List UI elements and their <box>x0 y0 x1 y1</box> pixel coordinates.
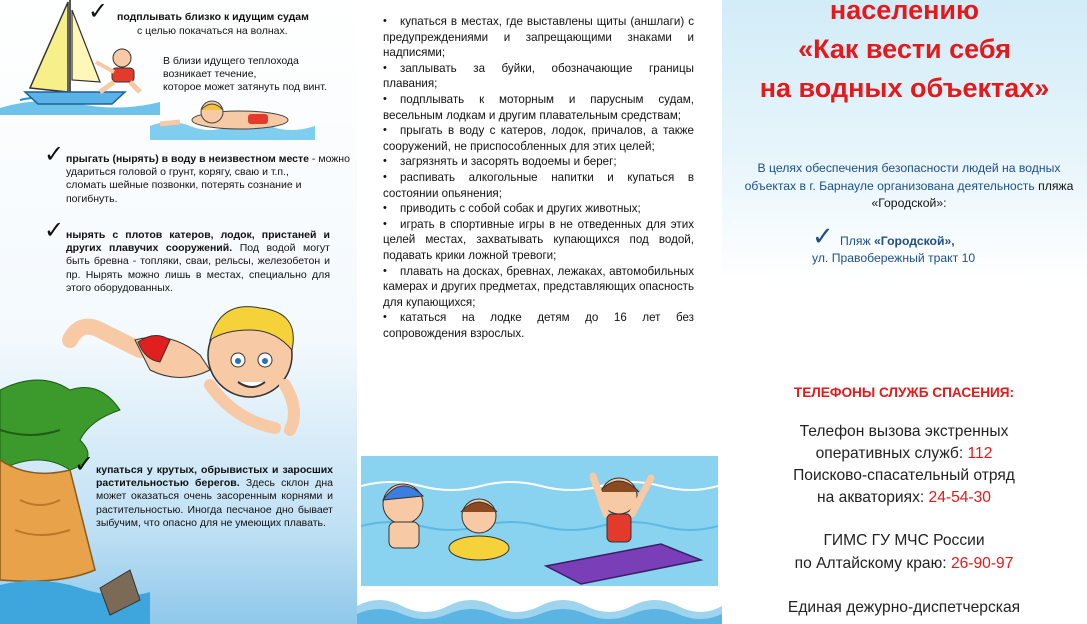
checkmark-icon: ✓ <box>812 221 834 251</box>
list-item: • прыгать в воду с катеров, лодок, причалов, а также сооружений, не приспособленных для этих целей; <box>383 123 694 154</box>
rule4-head: купаться у крутых, обрывистых и заросших растительностью берегов. <box>96 464 333 490</box>
phone-number: 24-54-30 <box>928 489 991 506</box>
rule2-line: - можно удариться головой о грунт, корягу, сваю и т.п., <box>66 153 350 179</box>
rule1-note <box>163 55 353 95</box>
phone-line: Телефон вызова экстренных <box>799 423 1009 440</box>
phones-heading: ТЕЛЕФОНЫ СЛУЖБ СПАСЕНИЯ: <box>793 385 1015 400</box>
phone-number: 112 <box>967 445 993 462</box>
page-title-line: «Как вести себя <box>798 34 1011 64</box>
rule2-line: погибнуть. <box>66 192 118 205</box>
list-item: • кататься на лодке детям до 16 лет без сопровождения взрослых. <box>383 310 694 341</box>
list-item: • купаться в местах, где выставлены щиты (аншлаги) с предупреждениями и запрещающими знаками и надписями; <box>383 14 694 61</box>
list-item: • распивать алкогольные напитки и купаться в состоянии опьянения; <box>383 170 694 201</box>
page-title-line: населению <box>829 0 980 25</box>
list-item: • подплывать к моторным и парусным судам, весельным лодкам и другим плавательным средствам; <box>383 92 694 123</box>
phone-line-text: на акваториях: <box>817 489 929 506</box>
phone-line <box>722 487 1087 509</box>
phone-line <box>722 553 1087 575</box>
right-panel <box>722 0 1087 624</box>
prohibited-rules-list <box>383 14 694 341</box>
rule3-text <box>66 229 330 295</box>
beach-info <box>812 221 1062 267</box>
rule4-body: Здесь склон дна может оказаться очень засоренным корнями и растительностью. Иногда песчаное дно бывает зыбучим, что опасно для не умеющих плавать. <box>96 477 333 529</box>
rule3-head: нырять с плотов катеров, лодок, пристаней и других плавучих сооружений. <box>66 229 330 255</box>
intro-paragraph <box>744 160 1074 213</box>
list-item: • приводить с собой собак и других животных; <box>383 201 694 217</box>
list-item: • плавать на досках, бревнах, лежаках, автомобильных камерах и других предметах, представляющих опасность для купающихся; <box>383 264 694 311</box>
left-panel <box>0 0 357 624</box>
rule2-line: сломать шейные позвонки, потерять сознание и <box>66 179 302 192</box>
rule1-note-line: которое может затянуть под винт. <box>163 81 327 94</box>
beach-address: ул. Правобережный тракт 10 <box>812 251 976 265</box>
phone-line: ГИМС ГУ МЧС России <box>823 532 985 549</box>
waves-decoration <box>357 586 722 624</box>
rule1-note-line: возникает течение, <box>163 68 257 81</box>
phone-number: 26-90-97 <box>950 555 1014 572</box>
rule4-text <box>96 464 333 530</box>
list-item: • загрязнять и засорять водоемы и берег; <box>383 154 694 170</box>
beach-label: Пляж <box>840 234 875 248</box>
checkmark-icon: ✓ <box>44 141 65 168</box>
phone-line: Поисково-спасательный отряд <box>793 467 1015 484</box>
rule2-head: прыгать (нырять) в воду в неизвестном месте <box>66 153 310 165</box>
checkmark-icon: ✓ <box>88 0 109 25</box>
list-item: • играть в спортивные игры в не отведенных для этих целей местах, захватывать купающихся под водой, подавать крики ложной тревоги; <box>383 217 694 264</box>
swimmer-illustration <box>150 98 315 140</box>
intro-place: пляжа «Городской»: <box>871 178 1074 210</box>
phone-line <box>722 443 1087 465</box>
phone-line: Единая дежурно-диспетчерская <box>787 599 1021 616</box>
rule3-body: Под водой могут быть бревна - топляки, сваи, рельсы, железобетон и пр. Нырять можно лишь в местах, специально для этого оборудованных. <box>66 242 330 294</box>
phone-line-text: оперативных служб: <box>815 445 968 462</box>
rule1-subtitle: с целью покачаться на волнах. <box>137 25 288 37</box>
checkmark-icon: ✓ <box>44 217 65 244</box>
checkmark-icon: ✓ <box>74 451 95 478</box>
beach-name: «Городской», <box>874 234 955 248</box>
children-playing-illustration <box>361 456 718 586</box>
list-item: • заплывать за буйки, обозначающие границы плавания; <box>383 61 694 92</box>
rule1-title: подплывать близко к идущим судам <box>117 11 309 23</box>
middle-panel <box>357 0 722 624</box>
intro-text: В целях обеспечения безопасности людей на водных объектах в г. Барнауле организована деятельность <box>744 161 1061 193</box>
rule1-note-line: В близи идущего теплохода <box>163 55 299 67</box>
page-title-line: на водных объектах» <box>759 73 1050 103</box>
rule2-text <box>66 153 351 206</box>
phone-line-text: по Алтайскому краю: <box>794 555 951 572</box>
